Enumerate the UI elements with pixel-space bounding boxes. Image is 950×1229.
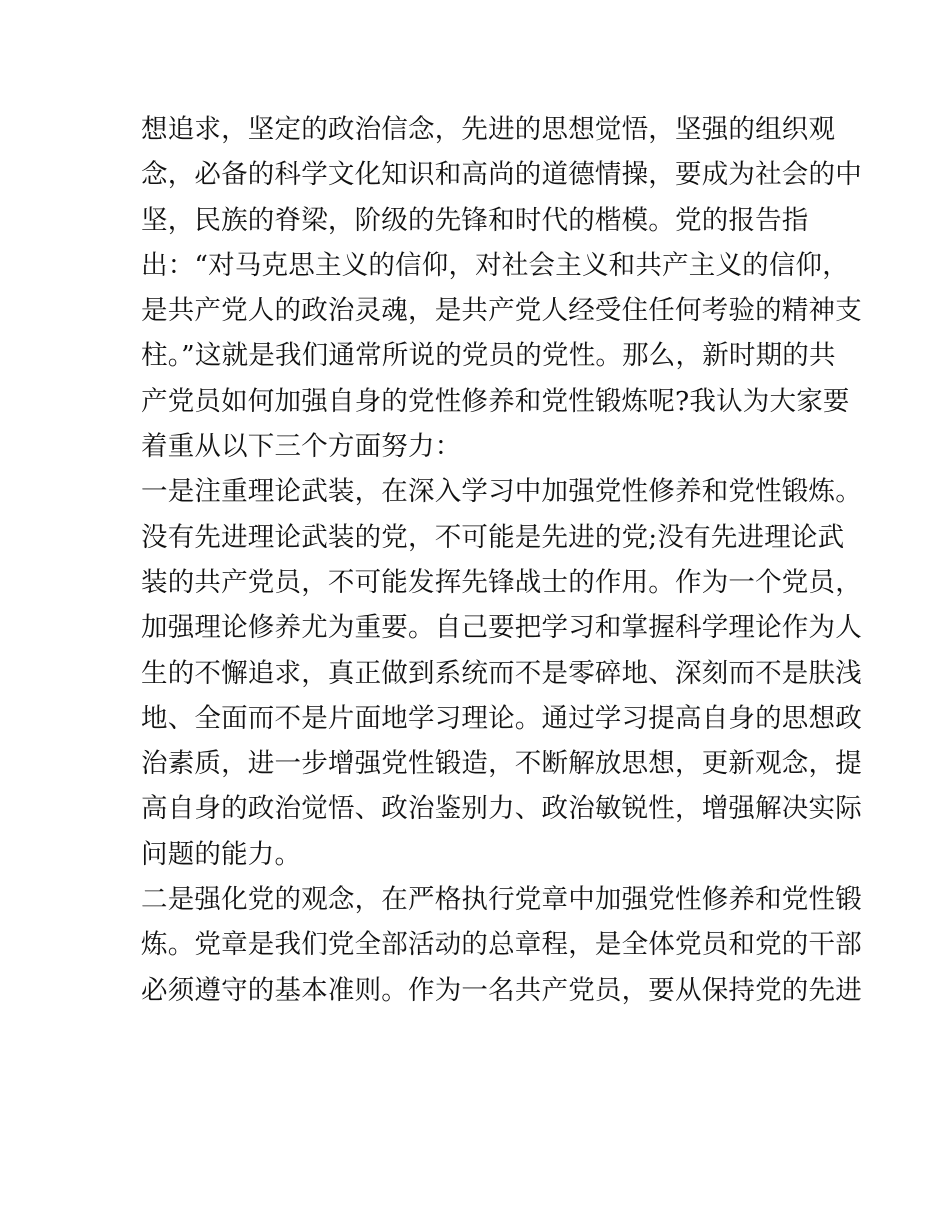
text-line: 想追求，坚定的政治信念，先进的思想觉悟，坚强的组织观 bbox=[141, 114, 836, 145]
text-line: 一是注重理论武装，在深入学习中加强党性修养和党性锻炼。 bbox=[141, 476, 862, 508]
text-line: 坚，民族的脊梁，阶级的先锋和时代的楷模。党的报告指 bbox=[141, 204, 809, 236]
text-line: 问题的能力。 bbox=[141, 838, 302, 870]
text-line: 加强理论修养尤为重要。自己要把学习和掌握科学理论作为人 bbox=[141, 612, 862, 644]
text-line: 出：“对马克思主义的信仰，对社会主义和共产主义的信仰， bbox=[141, 249, 849, 281]
text-line: 二是强化党的观念，在严格执行党章中加强党性修养和党性锻 bbox=[141, 884, 862, 916]
text-line: 柱。”这就是我们通常所说的党员的党性。那么，新时期的共 bbox=[141, 340, 836, 372]
text-line: 高自身的政治觉悟、政治鉴别力、政治敏锐性，增强解决实际 bbox=[141, 793, 862, 825]
text-line: 生的不懈追求，真正做到系统而不是零碎地、深刻而不是肤浅 bbox=[141, 657, 862, 689]
text-line: 炼。党章是我们党全部活动的总章程，是全体党员和党的干部 bbox=[141, 929, 862, 961]
text-line: 是共产党人的政治灵魂，是共产党人经受住任何考验的精神支 bbox=[141, 295, 862, 327]
text-line: 治素质，进一步增强党性锻造，不断解放思想，更新观念，提 bbox=[141, 748, 862, 780]
text-line: 装的共产党员，不可能发挥先锋战士的作用。作为一个党员， bbox=[141, 566, 862, 598]
text-line: 必须遵守的基本准则。作为一名共产党员，要从保持党的先进 bbox=[141, 974, 862, 1006]
text-line: 地、全面而不是片面地学习理论。通过学习提高自身的思想政 bbox=[141, 702, 862, 734]
text-line: 没有先进理论武装的党，不可能是先进的党;没有先进理论武 bbox=[141, 521, 845, 553]
text-line: 着重从以下三个方面努力： bbox=[141, 431, 462, 463]
text-line: 产党员如何加强自身的党性修养和党性锻炼呢?我认为大家要 bbox=[141, 385, 850, 417]
text-line: 念，必备的科学文化知识和高尚的道德情操，要成为社会的中 bbox=[141, 159, 862, 191]
body-text bbox=[141, 107, 862, 1013]
